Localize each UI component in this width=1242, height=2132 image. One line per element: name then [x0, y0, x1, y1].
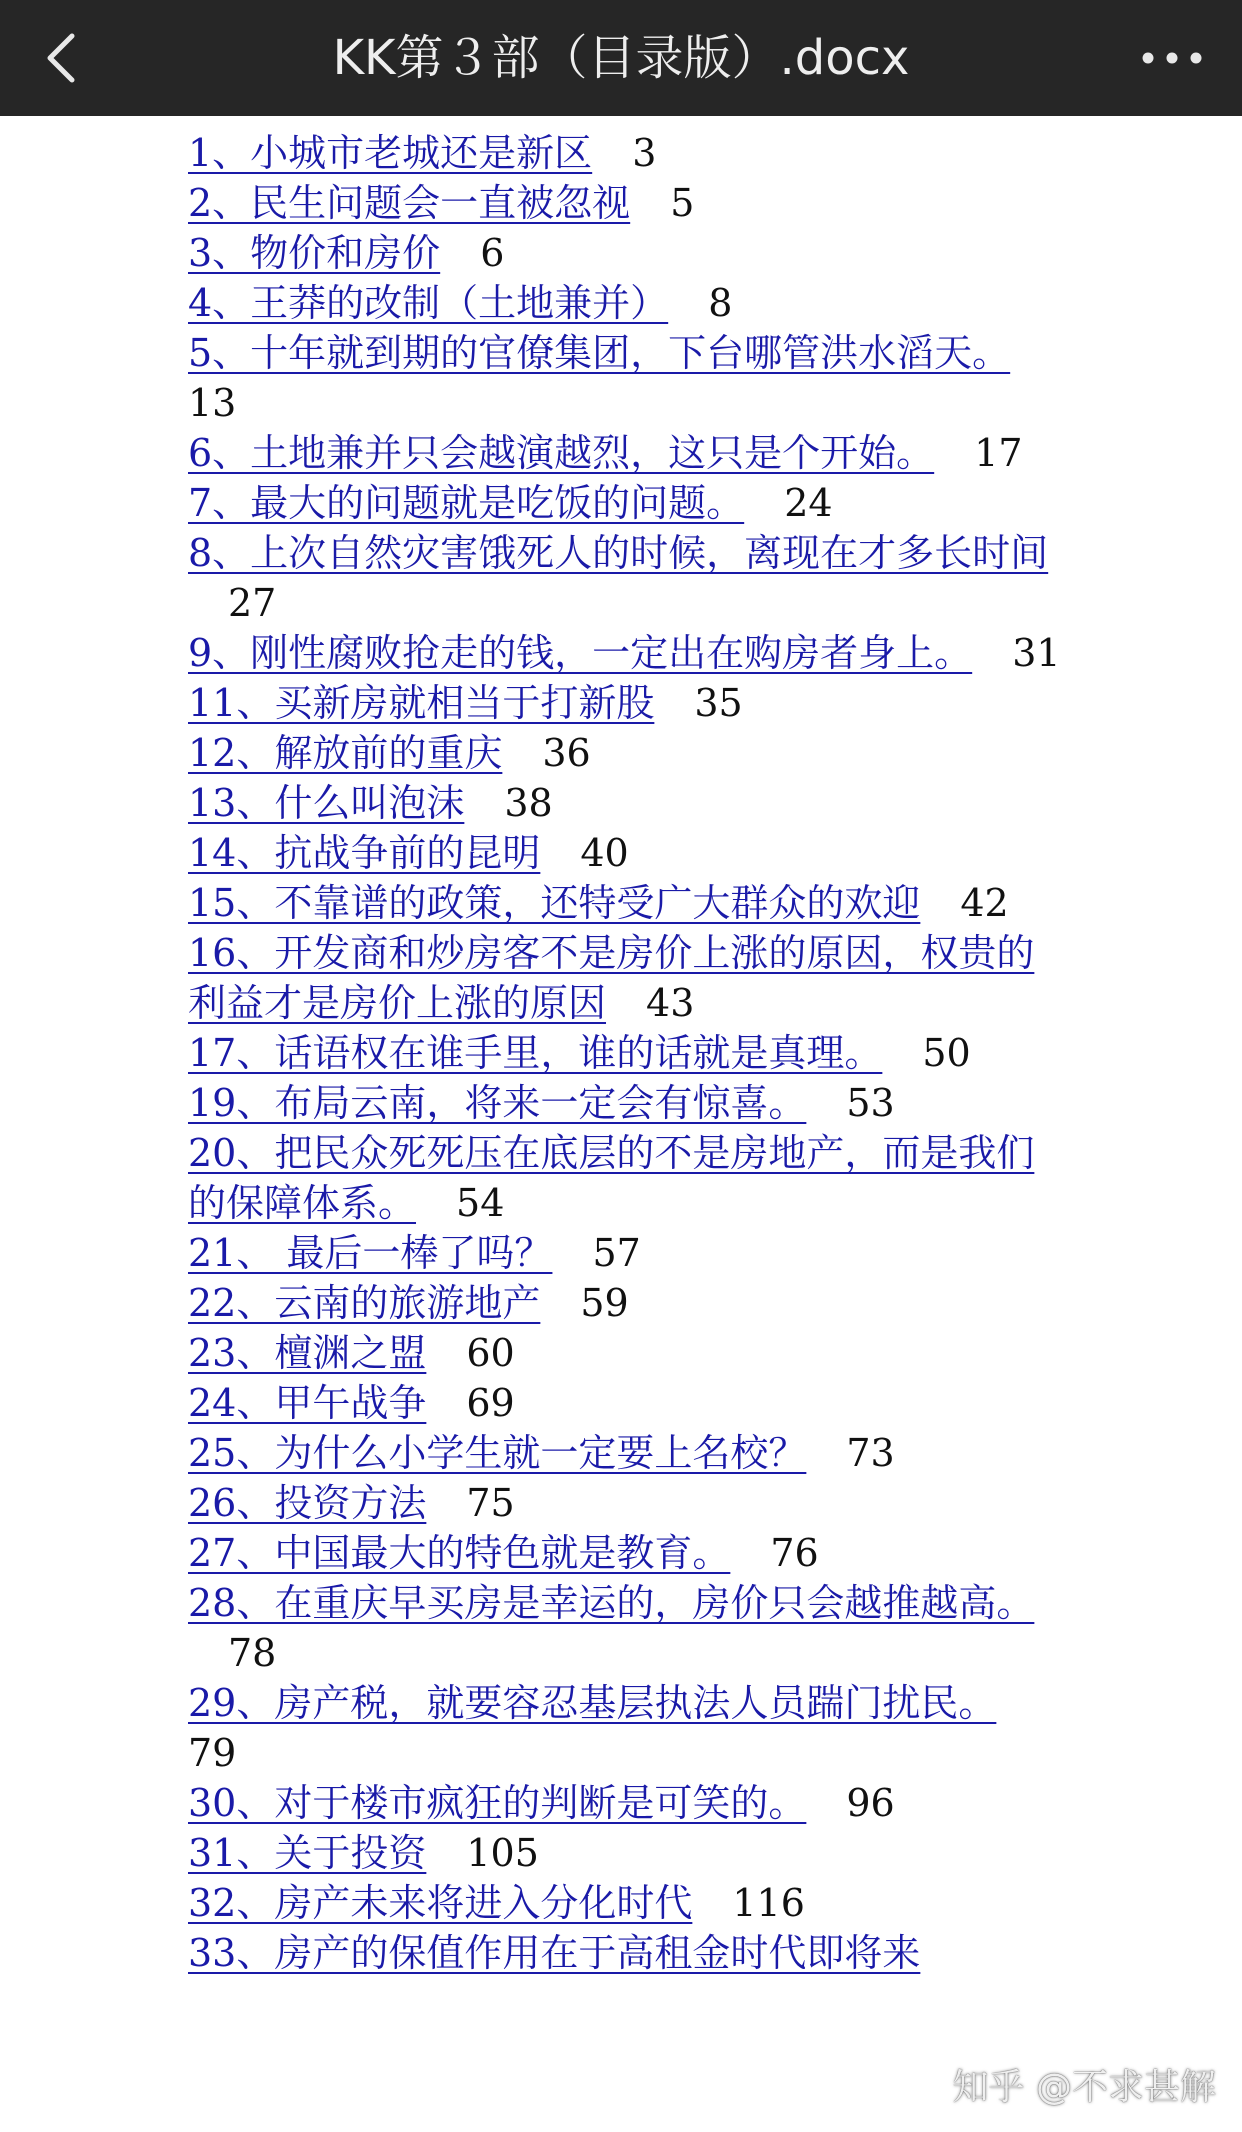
toc-page-number: 3: [632, 131, 657, 175]
toc-page-number: 53: [846, 1081, 895, 1125]
watermark: 知乎 @不求甚解: [952, 2067, 1216, 2108]
toc-entry: [188, 928, 1068, 1028]
toc-page-number: 36: [542, 731, 591, 775]
toc-link[interactable]: 12、解放前的重庆: [188, 731, 503, 775]
toc-link[interactable]: 11、买新房就相当于打新股: [188, 681, 655, 725]
toc-link[interactable]: 14、抗战争前的昆明: [188, 831, 541, 875]
toc-page-number: 105: [466, 1831, 539, 1875]
toc-page-number: 75: [466, 1481, 515, 1525]
toc-entry: [188, 828, 1068, 878]
toc-entry: [188, 878, 1068, 928]
toc-link[interactable]: 30、对于楼市疯狂的判断是可笑的。: [188, 1781, 807, 1825]
toc-link[interactable]: 29、房产税，就要容忍基层执法人员踹门扰民。: [188, 1681, 997, 1725]
toc-entry: [188, 1078, 1068, 1128]
toc-link[interactable]: 21、 最后一棒了吗？: [188, 1231, 553, 1275]
toc-entry: [188, 1428, 1068, 1478]
toc-link[interactable]: 15、不靠谱的政策，还特受广大群众的欢迎: [188, 881, 921, 925]
toc-link[interactable]: 7、最大的问题就是吃饭的问题。: [188, 481, 745, 525]
toc-page-number: 69: [466, 1381, 515, 1425]
toc-link[interactable]: 20、把民众死死压在底层的不是房地产，而是我们的保障体系。: [188, 1131, 1035, 1225]
toc-link[interactable]: 3、物价和房价: [188, 231, 441, 275]
toc-link[interactable]: 27、中国最大的特色就是教育。: [188, 1531, 731, 1575]
toc-entry: [188, 1828, 1068, 1878]
toc-entry: [188, 1328, 1068, 1378]
toc-link[interactable]: 31、关于投资: [188, 1831, 427, 1875]
toc-page-number: 27: [228, 581, 277, 625]
toc-entry: [188, 128, 1068, 178]
toc-entry: [188, 1378, 1068, 1428]
toc-page-number: 13: [188, 381, 237, 425]
toc-page-number: 17: [974, 431, 1023, 475]
toc-entry: [188, 1678, 1068, 1778]
toc-entry: [188, 528, 1068, 628]
toc-page-number: 5: [670, 181, 695, 225]
toc-entry: [188, 1928, 1068, 1978]
toc-entry: [188, 428, 1068, 478]
toc-page-number: 35: [694, 681, 743, 725]
toc-page-number: 116: [732, 1881, 805, 1925]
toc-entry: [188, 628, 1068, 678]
toc-link[interactable]: 23、檀渊之盟: [188, 1331, 427, 1375]
toc-link[interactable]: 9、刚性腐败抢走的钱，一定出在购房者身上。: [188, 631, 973, 675]
toc-link[interactable]: 16、开发商和炒房客不是房价上涨的原因，权贵的利益才是房价上涨的原因: [188, 931, 1035, 1025]
toc-entry: [188, 1878, 1068, 1928]
toc-link[interactable]: 13、什么叫泡沫: [188, 781, 465, 825]
toc-page-number: 42: [960, 881, 1009, 925]
toc-entry: [188, 478, 1068, 528]
toc-link[interactable]: 6、土地兼并只会越演越烈，这只是个开始。: [188, 431, 935, 475]
toc-link[interactable]: 25、为什么小学生就一定要上名校？: [188, 1431, 807, 1475]
toc-page-number: 6: [480, 231, 505, 275]
toc-link[interactable]: 17、话语权在谁手里，谁的话就是真理。: [188, 1031, 883, 1075]
toc-page-number: 31: [1012, 631, 1061, 675]
toc-link[interactable]: 22、云南的旅游地产: [188, 1281, 541, 1325]
document-content: [0, 116, 1242, 2132]
toc-link[interactable]: 5、十年就到期的官僚集团，下台哪管洪水滔天。: [188, 331, 1011, 375]
toc-page-number: 96: [846, 1781, 895, 1825]
toc-page-number: 43: [646, 981, 695, 1025]
back-button[interactable]: [28, 22, 100, 94]
toc-entry: [188, 728, 1068, 778]
toc-entry: [188, 1278, 1068, 1328]
toc-entry: [188, 178, 1068, 228]
toc-page-number: 24: [784, 481, 833, 525]
toc-entry: [188, 1128, 1068, 1228]
toc-page-number: 60: [466, 1331, 515, 1375]
toc-link[interactable]: 4、王莽的改制（土地兼并）: [188, 281, 669, 325]
toc-entry: [188, 1228, 1068, 1278]
toc-entry: [188, 778, 1068, 828]
toc-link[interactable]: 33、房产的保值作用在于高租金时代即将来: [188, 1931, 921, 1975]
toc-page-number: 76: [770, 1531, 819, 1575]
more-horizontal-icon: [1132, 28, 1212, 88]
toc-link[interactable]: 24、甲午战争: [188, 1381, 427, 1425]
document-title: KK第３部（目录版）.docx: [332, 30, 910, 86]
toc-entry: [188, 228, 1068, 278]
toc-entry: [188, 1478, 1068, 1528]
top-bar: [0, 0, 1242, 116]
more-options-button[interactable]: [1132, 28, 1212, 88]
toc-entry: [188, 278, 1068, 328]
toc-link[interactable]: 32、房产未来将进入分化时代: [188, 1881, 693, 1925]
toc-entry: [188, 1528, 1068, 1578]
toc-page-number: 78: [228, 1631, 277, 1675]
toc-link[interactable]: 8、上次自然灾害饿死人的时候，离现在才多长时间: [188, 531, 1049, 575]
table-of-contents: [188, 128, 1068, 1978]
toc-page-number: 73: [846, 1431, 895, 1475]
toc-entry: [188, 678, 1068, 728]
toc-link[interactable]: 26、投资方法: [188, 1481, 427, 1525]
toc-page-number: 38: [504, 781, 553, 825]
toc-page-number: 57: [592, 1231, 641, 1275]
toc-page-number: 59: [580, 1281, 629, 1325]
toc-entry: [188, 1578, 1068, 1678]
toc-link[interactable]: 19、布局云南，将来一定会有惊喜。: [188, 1081, 807, 1125]
toc-entry: [188, 1778, 1068, 1828]
toc-link[interactable]: 1、小城市老城还是新区: [188, 131, 593, 175]
toc-link[interactable]: 28、在重庆早买房是幸运的，房价只会越推越高。: [188, 1581, 1035, 1625]
toc-entry: [188, 1028, 1068, 1078]
chevron-left-icon: [28, 22, 100, 94]
toc-page-number: 50: [922, 1031, 971, 1075]
toc-link[interactable]: 2、民生问题会一直被忽视: [188, 181, 631, 225]
toc-page-number: 8: [708, 281, 733, 325]
toc-entry: [188, 328, 1068, 428]
toc-page-number: 40: [580, 831, 629, 875]
toc-page-number: 54: [456, 1181, 505, 1225]
toc-page-number: 79: [188, 1731, 237, 1775]
